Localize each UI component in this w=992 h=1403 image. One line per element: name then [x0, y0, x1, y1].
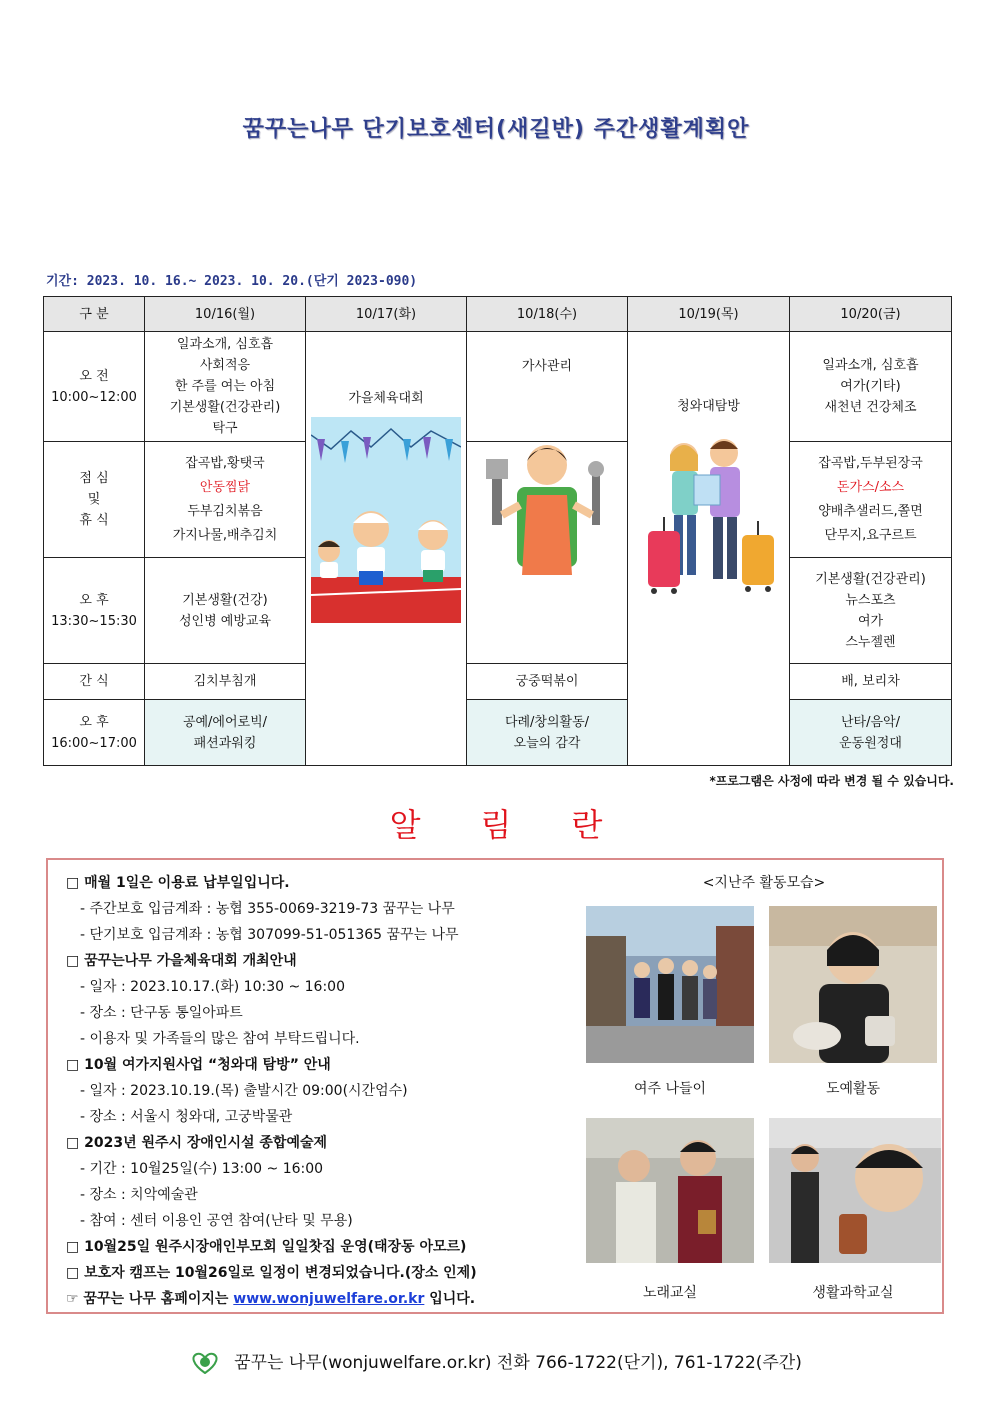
notice-item: - 이용자 및 가족들의 많은 참여 부탁드립니다.: [80, 1031, 360, 1047]
notice-title: 알림란: [389, 806, 663, 844]
fri-afternoon2-cell: 난타/음악/ 운동원정대: [790, 700, 952, 766]
period-text: 기간: 2023. 10. 16.~ 2023. 10. 20.(단기 2023-090): [46, 274, 418, 289]
header-wed: 10/18(수): [467, 297, 628, 332]
notice-item: □ 보호자 캠프는 10월26일로 일정이 변경되었습니다.(장소 인제): [66, 1265, 477, 1281]
gallery-title: <지난주 활동모습>: [702, 875, 826, 891]
notice-item: □ 10월25일 원주시장애인부모회 일일찻집 운영(태장동 아모르): [66, 1239, 467, 1255]
notice-list: [66, 870, 586, 1312]
row-snack: [44, 664, 952, 700]
header-category: 구 분: [44, 297, 145, 332]
thu-event-cell: [628, 332, 790, 766]
footer-text: 꿈꾸는 나무(wonjuwelfare.or.kr) 전화 766-1722(단기), 761-1722(주간): [234, 1353, 802, 1373]
table-header-row: [44, 297, 952, 332]
chef-illustration: [472, 435, 622, 585]
mon-lunch-cell: 잡곡밥,황탯국 안동찜닭 두부김치볶음 가지나물,배추김치: [145, 442, 306, 558]
weekly-schedule-table: [43, 296, 952, 766]
caption-yeoju-outing: 여주 나들이: [633, 1081, 707, 1097]
row-label-afternoon2: 오 후 16:00~17:00: [44, 700, 145, 766]
notice-item: - 주간보호 입금계좌 : 농협 355-0069-3219-73 꿈꾸는 나무: [80, 901, 455, 917]
notice-item: - 일자 : 2023.10.17.(화) 10:30 ~ 16:00: [80, 979, 345, 995]
caption-pottery: 도예활동: [825, 1081, 881, 1097]
notice-item: - 기간 : 10월25일(수) 13:00 ~ 16:00: [80, 1161, 324, 1177]
notice-box: [46, 858, 944, 1314]
notice-item: - 일자 : 2023.10.19.(목) 출발시간 09:00(시간엄수): [80, 1083, 408, 1099]
row-label-snack: 간 식: [44, 664, 145, 700]
notice-item: □ 매월 1일은 이용료 납부일입니다.: [66, 875, 290, 891]
photo-pottery: [769, 906, 937, 1063]
wed-afternoon2-cell: 다례/창의활동/ 오늘의 감각: [467, 700, 628, 766]
homepage-line: ☞ 꿈꾸는 나무 홈페이지는 www.wonjuwelfare.or.kr 입니다.: [66, 1291, 476, 1307]
fri-snack-cell: 배, 보리차: [790, 664, 952, 700]
photo-singing-class: [586, 1118, 754, 1263]
wed-morning-cell: 가사관리: [467, 332, 628, 442]
row-afternoon2: [44, 700, 952, 766]
row-morning: [44, 332, 952, 442]
notice-item: - 장소 : 단구동 통일아파트: [80, 1005, 243, 1021]
fri-afternoon1-cell: 기본생활(건강관리) 뉴스포츠 여가 스누젤렌: [790, 558, 952, 664]
travelers-illustration: [634, 431, 784, 601]
caption-singing-class: 노래교실: [642, 1285, 698, 1301]
mon-morning-cell: 일과소개, 심호흡 사회적응 한 주를 여는 아침 기본생활(건강관리) 탁구: [145, 332, 306, 442]
header-tue: 10/17(화): [306, 297, 467, 332]
notice-item: - 참여 : 센터 이용인 공연 참여(난타 및 무용): [80, 1213, 353, 1229]
schedule-change-note: *프로그램은 사정에 따라 변경 될 수 있습니다.: [709, 774, 954, 788]
notice-item: □ 2023년 원주시 장애인시설 종합예술제: [66, 1135, 328, 1151]
photo-science-class: [769, 1118, 941, 1263]
row-label-lunch: 점 심 및 휴 식: [44, 442, 145, 558]
header-mon: 10/16(월): [145, 297, 306, 332]
notice-item: - 장소 : 치악예술관: [80, 1187, 198, 1203]
homepage-link[interactable]: www.wonjuwelfare.or.kr: [233, 1291, 425, 1307]
thu-event-label: 청와대탐방: [677, 399, 740, 414]
sports-day-illustration: [311, 417, 461, 623]
notice-item: □ 꿈꾸는나무 가을체육대회 개최안내: [66, 953, 297, 969]
mon-afternoon2-cell: 공예/에어로빅/ 패션과워킹: [145, 700, 306, 766]
row-lunch: [44, 442, 952, 558]
page-title: 꿈꾸는나무 단기보호센터(새길반) 주간생활계획안: [242, 117, 750, 142]
fri-morning-cell: 일과소개, 심호흡 여가(기타) 새천년 건강체조: [790, 332, 952, 442]
dreaming-tree-logo-icon: [190, 1352, 220, 1374]
mon-snack-cell: 김치부침개: [145, 664, 306, 700]
fri-lunch-cell: 잡곡밥,두부된장국 돈가스/소스 양배추샐러드,쫄면 단무지,요구르트: [790, 442, 952, 558]
footer: [0, 1348, 992, 1374]
mon-afternoon1-cell: 기본생활(건강) 성인병 예방교육: [145, 558, 306, 664]
wed-illustration-cell: [467, 442, 628, 664]
header-fri: 10/20(금): [790, 297, 952, 332]
row-label-afternoon1: 오 후 13:30~15:30: [44, 558, 145, 664]
photo-yeoju-outing: [586, 906, 754, 1063]
tue-event-label: 가을체육대회: [348, 391, 424, 406]
row-label-morning: 오 전 10:00~12:00: [44, 332, 145, 442]
wed-snack-cell: 궁중떡볶이: [467, 664, 628, 700]
notice-item: - 단기보호 입금계좌 : 농협 307099-51-051365 꿈꾸는 나무: [80, 927, 459, 943]
notice-item: - 장소 : 서울시 청와대, 고궁박물관: [80, 1109, 293, 1125]
caption-science-class: 생활과학교실: [812, 1285, 894, 1301]
notice-item: □ 10월 여가지원사업 “청와대 탐방” 안내: [66, 1057, 331, 1073]
header-thu: 10/19(목): [628, 297, 790, 332]
tue-event-cell: [306, 332, 467, 766]
